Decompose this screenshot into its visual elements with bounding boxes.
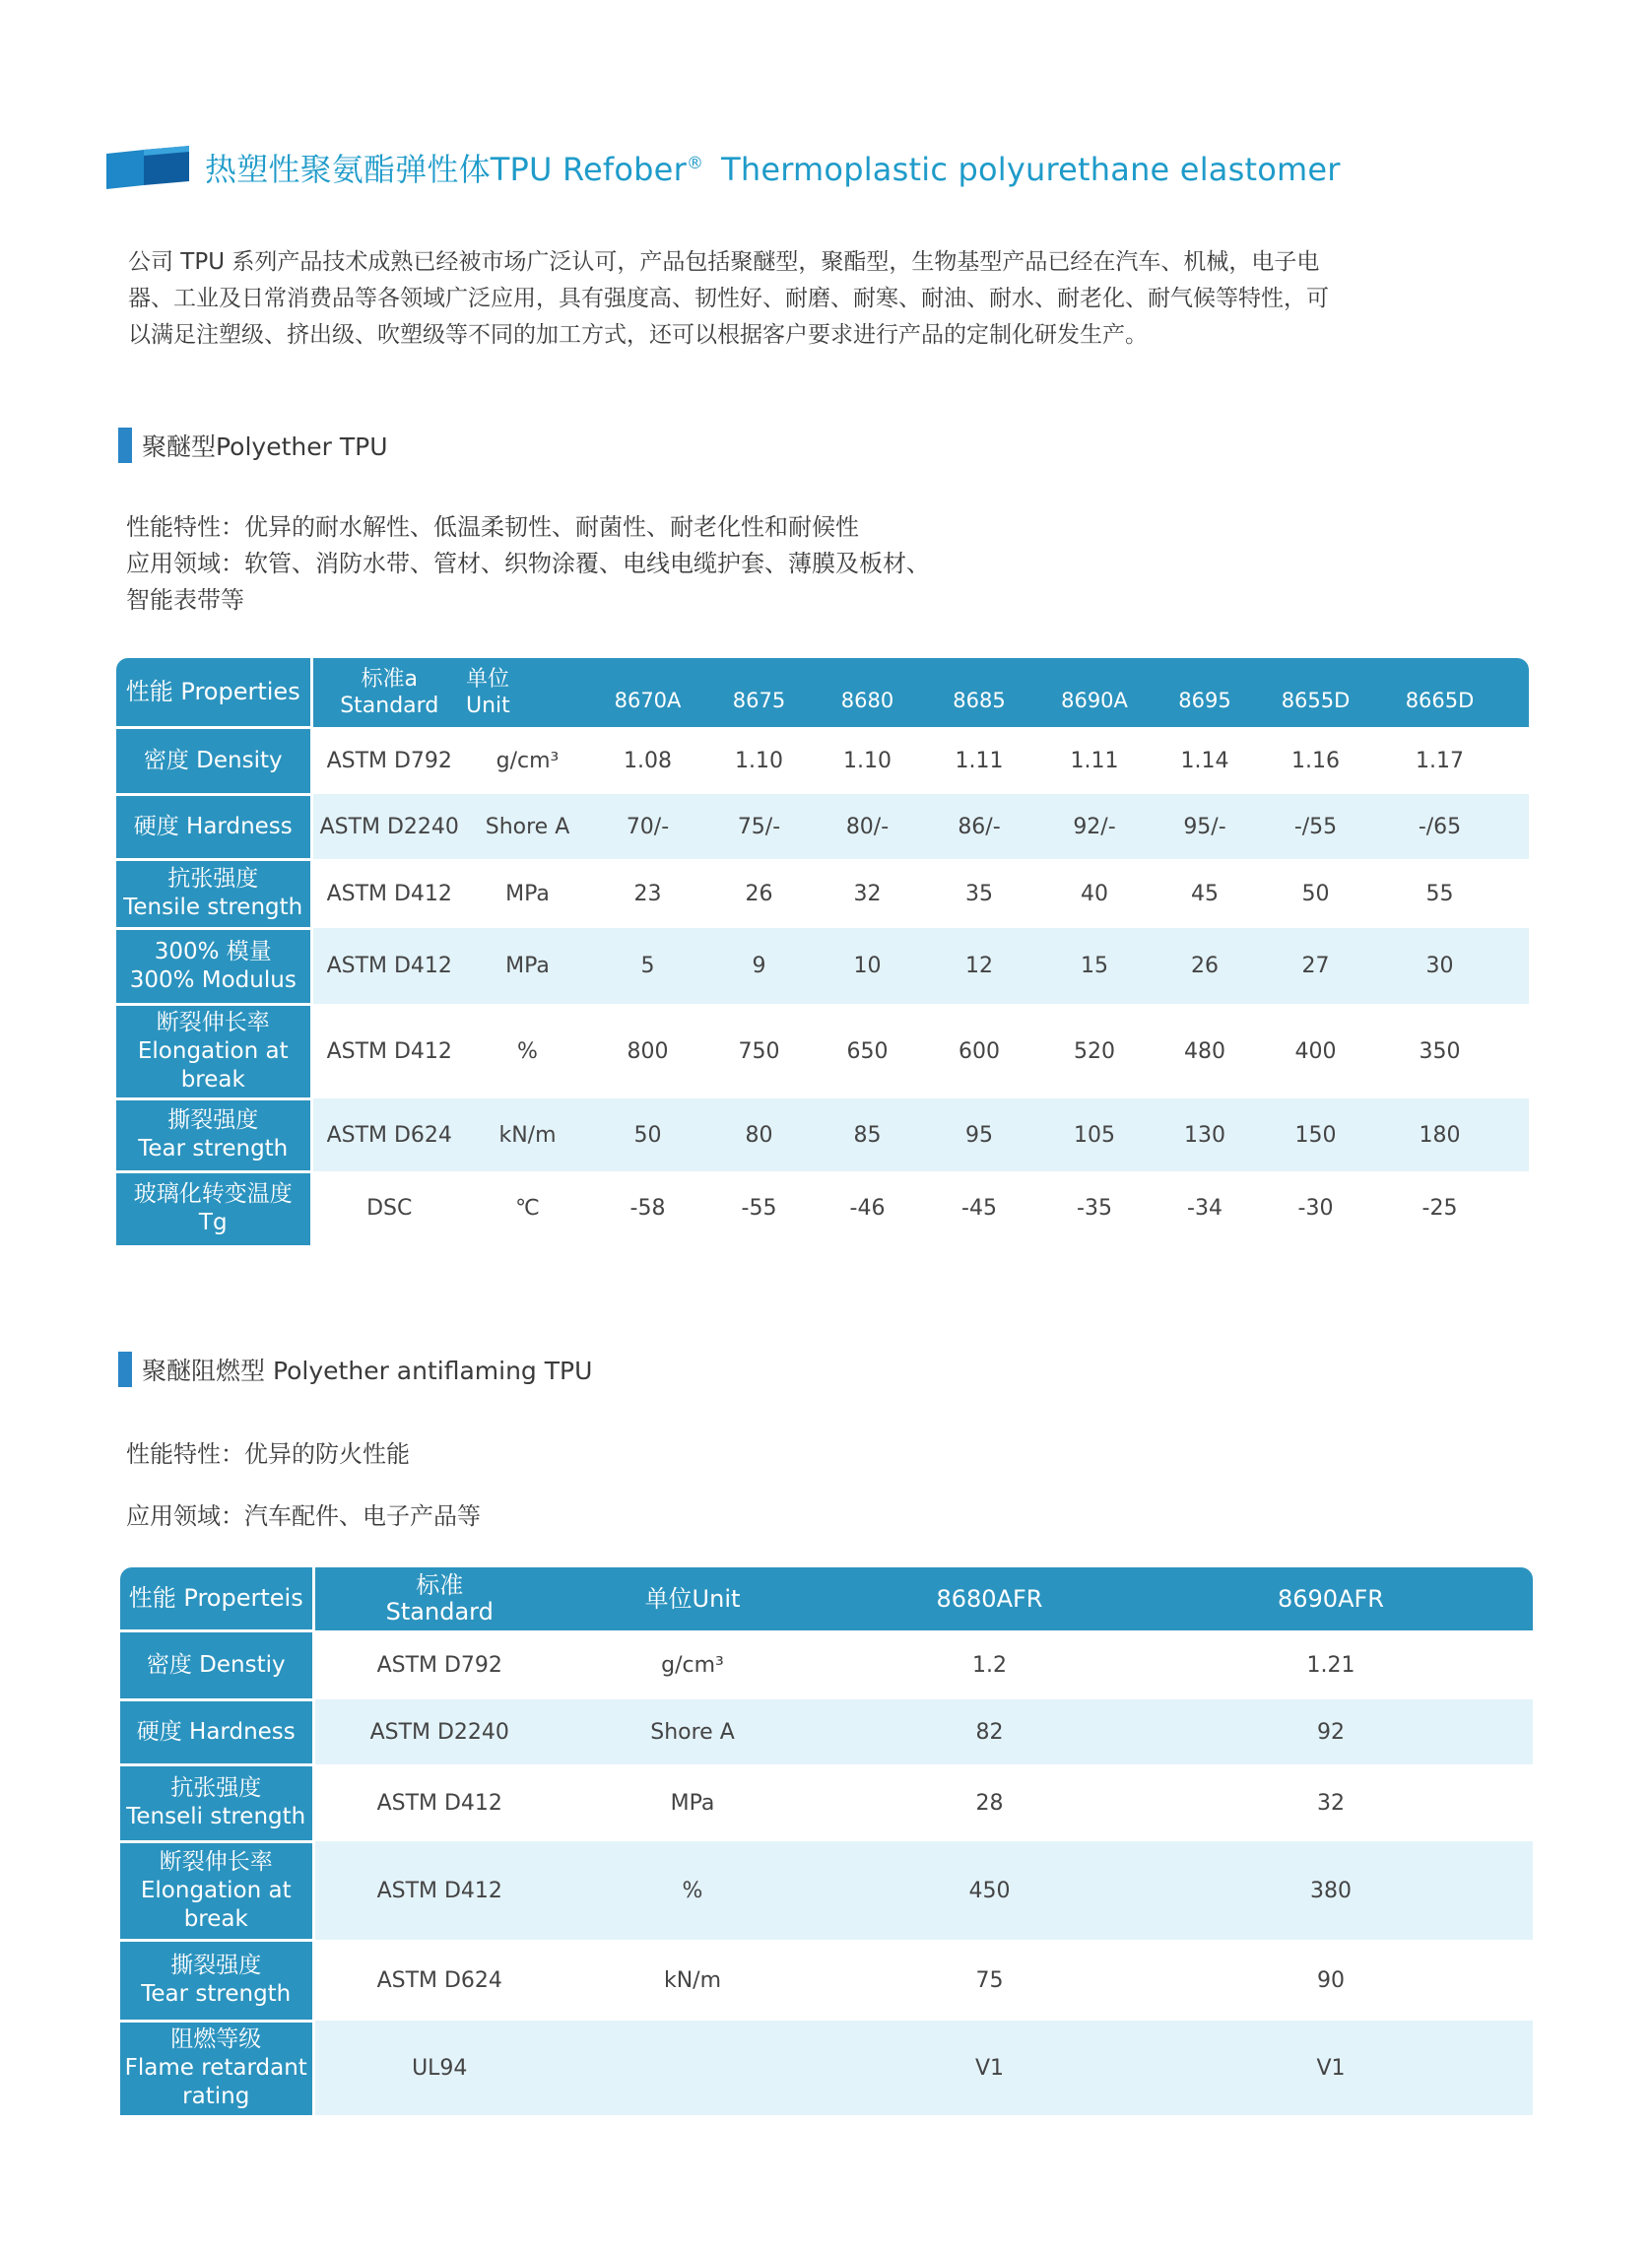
row-value: 45 bbox=[1154, 859, 1256, 928]
row-unit bbox=[564, 2021, 821, 2115]
row-value: 380 bbox=[1158, 1841, 1503, 1940]
row-property-cn: 撕裂强度 bbox=[167, 1107, 259, 1133]
table-row bbox=[116, 1171, 1529, 1245]
header-standard bbox=[313, 1567, 564, 1630]
desc-line: 应用领域：汽车配件、电子产品等 bbox=[126, 1502, 481, 1530]
row-value: 26 bbox=[706, 859, 812, 928]
header-grade: 8675 bbox=[706, 658, 812, 727]
row-property bbox=[116, 727, 311, 794]
row-property-cn: 密度 Denstiy bbox=[146, 1651, 286, 1678]
row-value: 1.17 bbox=[1375, 727, 1504, 794]
row-standard: ASTM D2240 bbox=[311, 794, 466, 859]
page-title bbox=[205, 145, 1341, 190]
row-value: 1.16 bbox=[1256, 727, 1375, 794]
header-standard-en: Standard bbox=[385, 1598, 494, 1626]
row-value: 12 bbox=[923, 928, 1035, 1004]
row-spacer bbox=[1504, 727, 1529, 794]
table-row bbox=[120, 1764, 1533, 1841]
row-value: 800 bbox=[589, 1004, 706, 1098]
row-value: 450 bbox=[821, 1841, 1158, 1940]
row-property bbox=[120, 2021, 313, 2115]
row-unit: kN/m bbox=[466, 1098, 589, 1171]
row-property-cn: 阻燃等级 bbox=[170, 2026, 262, 2053]
page-title-main: 热塑性聚氨酯弹性体TPU Refober bbox=[205, 151, 687, 188]
row-property-en: Tear strength bbox=[138, 1136, 289, 1162]
row-value: 80 bbox=[706, 1098, 812, 1171]
header-standard-cn: 标准a bbox=[361, 667, 418, 692]
header-grade: 8690A bbox=[1035, 658, 1154, 727]
header-grade: 8655D bbox=[1256, 658, 1375, 727]
table-row bbox=[116, 1098, 1529, 1171]
row-spacer bbox=[1503, 1841, 1533, 1940]
row-property bbox=[116, 859, 311, 928]
row-value: 80/- bbox=[812, 794, 923, 859]
row-spacer bbox=[1503, 1764, 1533, 1841]
row-value: 130 bbox=[1154, 1098, 1256, 1171]
section-heading-text: 聚醚阻燃型 Polyether antiflaming TPU bbox=[142, 1357, 593, 1385]
row-value: 32 bbox=[812, 859, 923, 928]
section-bar bbox=[118, 1352, 132, 1387]
header-unit-en: Unit bbox=[466, 694, 510, 718]
row-unit: Shore A bbox=[564, 1699, 821, 1764]
row-property-cn: 300% 模量 bbox=[154, 938, 272, 964]
row-standard: ASTM D2240 bbox=[313, 1699, 564, 1764]
row-property-en: Tenseli strength bbox=[126, 1804, 306, 1829]
row-spacer bbox=[1503, 1630, 1533, 1699]
row-value: -30 bbox=[1256, 1171, 1375, 1245]
header-grade: 8680AFR bbox=[821, 1567, 1158, 1630]
row-property-en: Flame retardant rating bbox=[124, 2055, 307, 2110]
section2-description-1 bbox=[126, 1436, 410, 1473]
row-unit: g/cm³ bbox=[466, 727, 589, 794]
row-unit: % bbox=[466, 1004, 589, 1098]
header-unit bbox=[466, 658, 589, 727]
row-value: -58 bbox=[589, 1171, 706, 1245]
row-value: 28 bbox=[821, 1764, 1158, 1841]
row-value: 35 bbox=[923, 859, 1035, 928]
row-standard: ASTM D412 bbox=[313, 1841, 564, 1940]
row-spacer bbox=[1504, 859, 1529, 928]
row-spacer bbox=[1504, 1004, 1529, 1098]
row-unit: MPa bbox=[564, 1764, 821, 1841]
header-grade: 8690AFR bbox=[1158, 1567, 1503, 1630]
row-value: 30 bbox=[1375, 928, 1504, 1004]
registered-mark: ® bbox=[686, 154, 704, 174]
header-grade: 8665D bbox=[1375, 658, 1504, 727]
row-value: 650 bbox=[812, 1004, 923, 1098]
row-property bbox=[120, 1841, 313, 1940]
row-value: 150 bbox=[1256, 1098, 1375, 1171]
row-property-en: Elongation at break bbox=[140, 1877, 292, 1932]
row-property-en: Tensile strength bbox=[123, 895, 303, 920]
row-value: 1.21 bbox=[1158, 1630, 1503, 1699]
row-value: 82 bbox=[821, 1699, 1158, 1764]
row-unit: MPa bbox=[466, 928, 589, 1004]
header-unit: 单位Unit bbox=[564, 1567, 821, 1630]
row-property-cn: 硬度 Hardness bbox=[133, 813, 293, 839]
row-value: 90 bbox=[1158, 1940, 1503, 2021]
section-bar bbox=[118, 428, 132, 463]
row-property-cn: 抗张强度 bbox=[170, 1775, 262, 1801]
row-unit: Shore A bbox=[466, 794, 589, 859]
row-value: -/55 bbox=[1256, 794, 1375, 859]
row-value: 92/- bbox=[1035, 794, 1154, 859]
table-row bbox=[116, 1004, 1529, 1098]
row-value: 1.11 bbox=[1035, 727, 1154, 794]
row-value: 85 bbox=[812, 1098, 923, 1171]
row-property-en: 300% Modulus bbox=[129, 966, 297, 993]
row-spacer bbox=[1504, 1098, 1529, 1171]
intro-line: 以满足注塑级、挤出级、吹塑级等不同的加工方式，还可以根据客户要求进行产品的定制化研发生产。 bbox=[128, 322, 1148, 348]
row-spacer bbox=[1504, 794, 1529, 859]
row-value: 50 bbox=[1256, 859, 1375, 928]
desc-line: 性能特性：优异的防火性能 bbox=[126, 1440, 410, 1468]
header-grade: 8695 bbox=[1154, 658, 1256, 727]
section-heading-polyether bbox=[118, 428, 388, 463]
row-standard: ASTM D412 bbox=[311, 859, 466, 928]
row-value: 1.14 bbox=[1154, 727, 1256, 794]
row-value: 1.11 bbox=[923, 727, 1035, 794]
row-unit: MPa bbox=[466, 859, 589, 928]
table-header-row bbox=[116, 658, 1529, 727]
row-value: -25 bbox=[1375, 1171, 1504, 1245]
row-property-cn: 撕裂强度 bbox=[170, 1953, 262, 1978]
table-row bbox=[120, 1699, 1533, 1764]
table-row bbox=[120, 1940, 1533, 2021]
row-property bbox=[116, 1004, 311, 1098]
book-icon bbox=[106, 146, 189, 189]
row-property-en: Tear strength bbox=[141, 1981, 292, 2007]
row-value: 750 bbox=[706, 1004, 812, 1098]
row-value: 480 bbox=[1154, 1004, 1256, 1098]
row-value: 400 bbox=[1256, 1004, 1375, 1098]
header-grade: 8670A bbox=[589, 658, 706, 727]
row-property bbox=[116, 794, 311, 859]
row-standard: ASTM D412 bbox=[311, 928, 466, 1004]
row-spacer bbox=[1503, 1940, 1533, 2021]
row-property-en: Elongation at break bbox=[137, 1037, 289, 1093]
row-standard: ASTM D412 bbox=[311, 1004, 466, 1098]
page-title-en: Thermoplastic polyurethane elastomer bbox=[721, 151, 1341, 188]
row-value: -55 bbox=[706, 1171, 812, 1245]
row-standard: UL94 bbox=[313, 2021, 564, 2115]
row-value: 92 bbox=[1158, 1699, 1503, 1764]
table-row bbox=[120, 1841, 1533, 1940]
polyether-spec-table bbox=[116, 658, 1529, 1245]
row-unit: g/cm³ bbox=[564, 1630, 821, 1699]
desc-line: 性能特性：优异的耐水解性、低温柔韧性、耐菌性、耐老化性和耐候性 bbox=[126, 513, 859, 541]
intro-paragraph bbox=[128, 244, 1468, 354]
row-spacer bbox=[1504, 1171, 1529, 1245]
row-standard: DSC bbox=[311, 1171, 466, 1245]
table-row bbox=[120, 2021, 1533, 2115]
table-row bbox=[120, 1630, 1533, 1699]
desc-line: 智能表带等 bbox=[126, 586, 244, 614]
row-spacer bbox=[1504, 928, 1529, 1004]
table-row bbox=[116, 928, 1529, 1004]
row-value: 86/- bbox=[923, 794, 1035, 859]
row-value: 27 bbox=[1256, 928, 1375, 1004]
row-value: -45 bbox=[923, 1171, 1035, 1245]
section2-description-2 bbox=[126, 1498, 481, 1535]
row-value: V1 bbox=[1158, 2021, 1503, 2115]
header-standard bbox=[311, 658, 466, 727]
row-property bbox=[116, 928, 311, 1004]
row-value: -46 bbox=[812, 1171, 923, 1245]
row-property bbox=[120, 1630, 313, 1699]
page-title-row bbox=[106, 138, 1341, 197]
intro-line: 器、工业及日常消费品等各领域广泛应用，具有强度高、韧性好、耐磨、耐寒、耐油、耐水、耐老化、耐气候等特性，可 bbox=[128, 286, 1329, 311]
row-property bbox=[116, 1171, 311, 1245]
row-property-cn: 玻璃化转变温度 bbox=[133, 1181, 293, 1208]
row-property-cn: 抗张强度 bbox=[167, 866, 259, 892]
row-value: 75 bbox=[821, 1940, 1158, 2021]
row-spacer bbox=[1503, 2021, 1533, 2115]
row-property bbox=[120, 1764, 313, 1841]
row-value: 95 bbox=[923, 1098, 1035, 1171]
header-grade: 8685 bbox=[923, 658, 1035, 727]
section-heading-antiflaming bbox=[118, 1352, 592, 1387]
row-unit: % bbox=[564, 1841, 821, 1940]
row-unit: kN/m bbox=[564, 1940, 821, 2021]
header-unit-cn: 单位 bbox=[466, 667, 510, 692]
header-grade: 8680 bbox=[812, 658, 923, 727]
row-value: 520 bbox=[1035, 1004, 1154, 1098]
row-standard: ASTM D412 bbox=[313, 1764, 564, 1841]
row-value: 1.10 bbox=[812, 727, 923, 794]
row-value: 180 bbox=[1375, 1098, 1504, 1171]
row-value: 40 bbox=[1035, 859, 1154, 928]
header-property: 性能 Properties bbox=[116, 658, 311, 727]
antiflaming-spec-table bbox=[120, 1567, 1533, 2115]
table-row bbox=[116, 794, 1529, 859]
row-value: 10 bbox=[812, 928, 923, 1004]
table-row bbox=[116, 727, 1529, 794]
header-standard-cn: 标准 bbox=[416, 1571, 464, 1599]
row-property-cn: 断裂伸长率 bbox=[159, 1848, 273, 1875]
row-value: 1.08 bbox=[589, 727, 706, 794]
section1-description bbox=[126, 509, 930, 619]
row-value: 350 bbox=[1375, 1004, 1504, 1098]
desc-line: 应用领域：软管、消防水带、管材、织物涂覆、电线电缆护套、薄膜及板材、 bbox=[126, 550, 930, 577]
row-value: 9 bbox=[706, 928, 812, 1004]
row-value: 15 bbox=[1035, 928, 1154, 1004]
row-value: -/65 bbox=[1375, 794, 1504, 859]
row-value: 70/- bbox=[589, 794, 706, 859]
header-spacer bbox=[1504, 658, 1529, 727]
row-value: 95/- bbox=[1154, 794, 1256, 859]
row-standard: ASTM D792 bbox=[311, 727, 466, 794]
row-value: 600 bbox=[923, 1004, 1035, 1098]
intro-line: 公司 TPU 系列产品技术成熟已经被市场广泛认可，产品包括聚醚型，聚酯型，生物基型产品已经在汽车、机械，电子电 bbox=[128, 249, 1320, 275]
row-value: 55 bbox=[1375, 859, 1504, 928]
row-property-cn: 密度 Density bbox=[143, 747, 283, 773]
row-property-cn: 硬度 Hardness bbox=[136, 1718, 296, 1745]
section-heading-text: 聚醚型Polyether TPU bbox=[142, 432, 388, 461]
row-unit: ℃ bbox=[466, 1171, 589, 1245]
table-header-row bbox=[120, 1567, 1533, 1630]
row-value: 26 bbox=[1154, 928, 1256, 1004]
row-standard: ASTM D624 bbox=[311, 1098, 466, 1171]
row-value: 105 bbox=[1035, 1098, 1154, 1171]
row-standard: ASTM D792 bbox=[313, 1630, 564, 1699]
row-value: 1.2 bbox=[821, 1630, 1158, 1699]
row-value: 1.10 bbox=[706, 727, 812, 794]
table-row bbox=[116, 859, 1529, 928]
row-property bbox=[116, 1098, 311, 1171]
header-spacer bbox=[1503, 1567, 1533, 1630]
row-property-cn: 断裂伸长率 bbox=[156, 1009, 270, 1035]
row-value: 23 bbox=[589, 859, 706, 928]
row-value: -34 bbox=[1154, 1171, 1256, 1245]
header-standard-en: Standard bbox=[340, 694, 439, 718]
row-property bbox=[120, 1699, 313, 1764]
row-value: -35 bbox=[1035, 1171, 1154, 1245]
row-property-en: Tg bbox=[198, 1210, 228, 1236]
row-value: 50 bbox=[589, 1098, 706, 1171]
row-property bbox=[120, 1940, 313, 2021]
header-property: 性能 Properteis bbox=[120, 1567, 313, 1630]
row-value: 32 bbox=[1158, 1764, 1503, 1841]
row-value: 75/- bbox=[706, 794, 812, 859]
row-value: V1 bbox=[821, 2021, 1158, 2115]
row-spacer bbox=[1503, 1699, 1533, 1764]
row-value: 5 bbox=[589, 928, 706, 1004]
row-standard: ASTM D624 bbox=[313, 1940, 564, 2021]
